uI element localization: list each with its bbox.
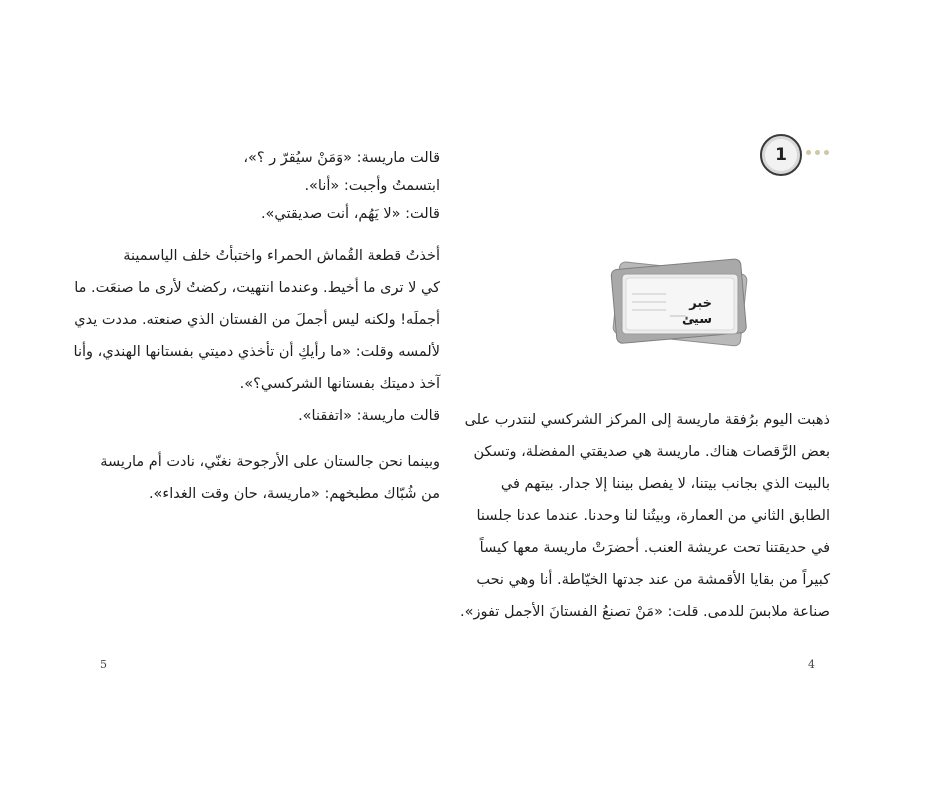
page-number: 4 <box>808 658 815 671</box>
card-label-line: خبر <box>689 296 712 311</box>
story-paragraph-4 <box>80 446 440 510</box>
decorative-dots-icon <box>806 150 836 158</box>
text-line: من شُبّاك مطبخهم: «ماريسة، حان وقت الغداء». <box>148 486 440 502</box>
chapter-number: 1 <box>775 145 787 165</box>
text-line: قالت: «لا يَهُم، أنت صديقتي». <box>260 206 440 222</box>
text-line: وبينما نحن جالستان على الأرجوحة نغنّي، نادت أم ماريسة <box>100 454 440 470</box>
story-paragraph-2 <box>73 240 440 400</box>
text-line: بعض الرَّقصات هناك. ماريسة هي صديقتي المفضلة، وتسكن <box>473 444 830 460</box>
page-number: 5 <box>100 658 107 671</box>
text-line: لألمسه وقلت: «ما رأيكِ أن تأخذي دميتي بفستانها الهندي، وأنا <box>73 344 440 360</box>
card-label-line: سيئ <box>681 312 712 327</box>
text-line: قالت ماريسة: «اتفقنا». <box>298 408 440 424</box>
dot <box>806 150 811 155</box>
right-page <box>460 0 940 788</box>
text-line: كي لا ترى ما أخيط. وعندما انتهيت، ركضتُ لأرى ما صنعَت. ما <box>74 280 440 296</box>
text-line: كبيراً من بقايا الأقمشة من عند جدتها الخيّاطة. أنا وهي نحب <box>476 572 830 588</box>
text-line: الطابق الثاني من العمارة، وبيتُنا لنا وحدنا. عندما عدنا جلسنا <box>476 508 830 524</box>
text-line: في حديقتنا تحت عريشة العنب. أحضرَتْ ماريسة معها كيساً <box>479 540 830 556</box>
story-paragraph-1 <box>460 404 830 628</box>
chapter-number-badge <box>760 134 802 176</box>
text-line: صناعة ملابسَ للدمى. قلت: «مَنْ تصنعُ الفستانَ الأجمل تفوز». <box>460 604 830 620</box>
dialogue-paragraph-1 <box>80 142 440 230</box>
text-line: ابتسمتُ وأجبت: «أنا». <box>304 178 440 194</box>
text-line: آخذ دميتك بفستانها الشركسي؟». <box>239 376 440 392</box>
dialogue-paragraph-3 <box>80 400 440 432</box>
text-line: أخذتُ قطعة القُماش الحمراء واختبأتُ خلف الياسمينة <box>123 248 440 264</box>
dot <box>815 150 820 155</box>
text-line: قالت ماريسة: «وَمَنْ سيُقرّ ر ؟»، <box>243 150 440 166</box>
text-line: أجملَه! ولكنه ليس أجملَ من الفستان الذي صنعته. مددت يدي <box>74 312 440 328</box>
bad-news-cards-illustration <box>606 254 756 354</box>
dot <box>824 150 829 155</box>
text-line: ذهبت اليوم برُفقة ماريسة إلى المركز الشركسي لنتدرب على <box>464 412 830 428</box>
card-label <box>682 296 712 328</box>
text-line: بالبيت الذي بجانب بيتنا، لا يفصل بيننا إلا جدار. بيتهم في <box>500 476 830 492</box>
